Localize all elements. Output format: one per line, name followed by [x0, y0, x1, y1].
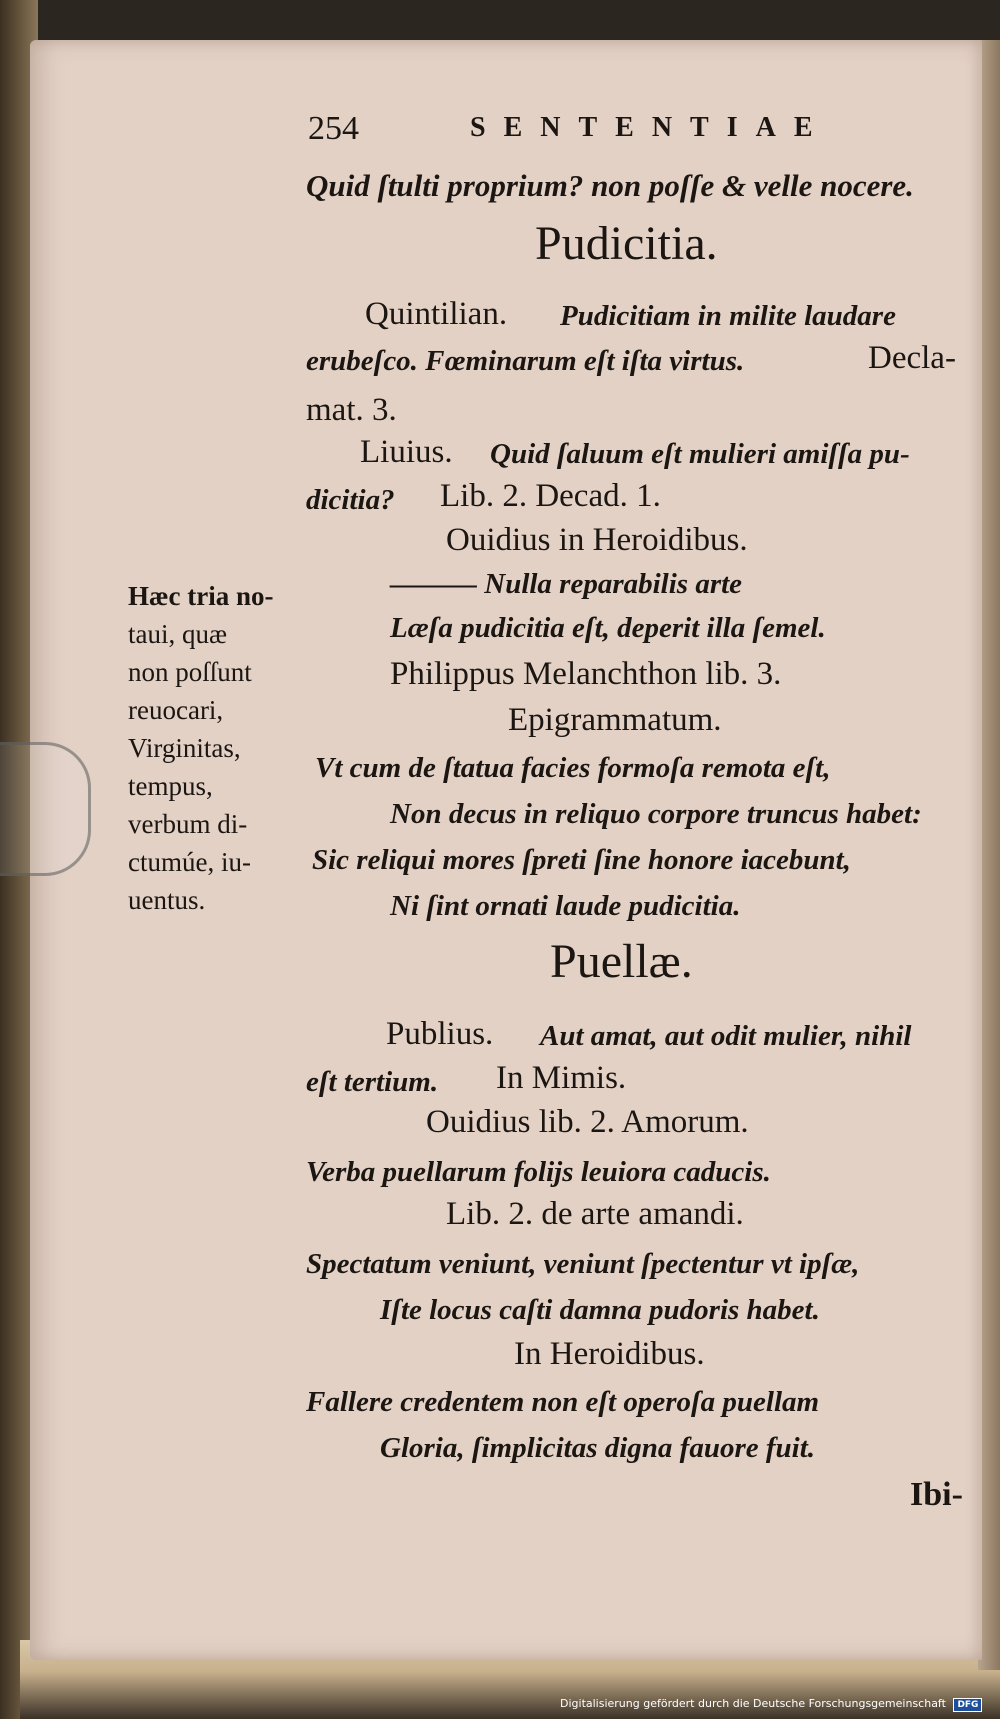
- quote-reference: In Mimis.: [496, 1060, 627, 1096]
- quote-reference: Lib. 2. Decad. 1.: [440, 478, 661, 514]
- quote-reference: Decla-: [868, 340, 956, 376]
- margin-note-line: verbum di-: [128, 809, 248, 839]
- page-number: 254: [308, 110, 359, 147]
- quote-line: Quid ſaluum eſt mulieri amiſſa pu-: [490, 438, 910, 470]
- text-line: Quid ſtulti proprium? non poſſe & velle nocere.: [306, 168, 914, 203]
- margin-note-line: tempus,: [128, 771, 213, 801]
- quote-line: eſt tertium.: [306, 1066, 439, 1098]
- dfg-logo: DFG: [953, 1698, 982, 1712]
- margin-note-line: non poſſunt: [128, 657, 252, 687]
- verse-line: Spectatum veniunt, veniunt ſpectentur vt ipſæ,: [306, 1248, 860, 1280]
- quote-author: Ouidius lib. 2. Amorum.: [426, 1104, 749, 1140]
- quote-line: erubeſco. Fœminarum eſt iſta virtus.: [306, 345, 745, 377]
- verse-line: Non decus in reliquo corpore truncus habet:: [390, 798, 922, 830]
- quote-line: Aut amat, aut odit mulier, nihil: [540, 1020, 912, 1052]
- quote-author: Philippus Melanchthon lib. 3.: [390, 656, 782, 692]
- quote-author: Quintilian.: [365, 296, 508, 332]
- quote-author: Ouidius in Heroidibus.: [446, 522, 748, 558]
- verse-line: Iſte locus caſti damna pudoris habet.: [380, 1294, 820, 1326]
- page-clip: [0, 742, 91, 876]
- quote-line: dicitia?: [306, 484, 395, 516]
- running-title: SENTENTIAE: [470, 112, 831, 143]
- margin-note-line: Hæc tria no-: [128, 581, 274, 611]
- margin-note-line: taui, quæ: [128, 619, 227, 649]
- verse-line: Gloria, ſimplicitas digna fauore fuit.: [380, 1432, 816, 1464]
- verse-line: Ni ſint ornati laude pudicitia.: [390, 890, 741, 922]
- verse-line: Vt cum de ſtatua facies formoſa remota eſt,: [315, 752, 831, 784]
- verse-line: ——— Nulla reparabilis arte: [390, 568, 743, 600]
- quote-author: Epigrammatum.: [508, 702, 722, 738]
- quote-reference: mat. 3.: [306, 392, 397, 428]
- quote-author: In Heroidibus.: [514, 1336, 705, 1372]
- margin-note-line: reuocari,: [128, 695, 224, 725]
- catchword: Ibi-: [910, 1476, 963, 1513]
- digitization-credit: [560, 1697, 982, 1712]
- quote-line: Pudicitiam in milite laudare: [560, 300, 896, 332]
- verse-line: Verba puellarum folijs leuiora caducis.: [306, 1156, 771, 1188]
- verse-line: Fallere credentem non eſt operoſa puellam: [306, 1386, 820, 1418]
- quote-author: Liuius.: [360, 434, 453, 470]
- margin-note-line: Virginitas,: [128, 733, 241, 763]
- credit-text: Digitalisierung gefördert durch die Deutsche Forschungsgemeinschaft: [560, 1697, 946, 1710]
- section-heading: Pudicitia.: [535, 217, 718, 270]
- quote-author: Lib. 2. de arte amandi.: [446, 1196, 744, 1232]
- margin-note-line: ctumúe, iu-: [128, 847, 251, 877]
- margin-note-line: uentus.: [128, 885, 206, 915]
- section-heading: Puellæ.: [550, 935, 693, 988]
- quote-author: Publius.: [386, 1016, 494, 1052]
- verse-line: Læſa pudicitia eſt, deperit illa ſemel.: [390, 612, 826, 644]
- verse-line: Sic reliqui mores ſpreti ſine honore iacebunt,: [312, 844, 851, 876]
